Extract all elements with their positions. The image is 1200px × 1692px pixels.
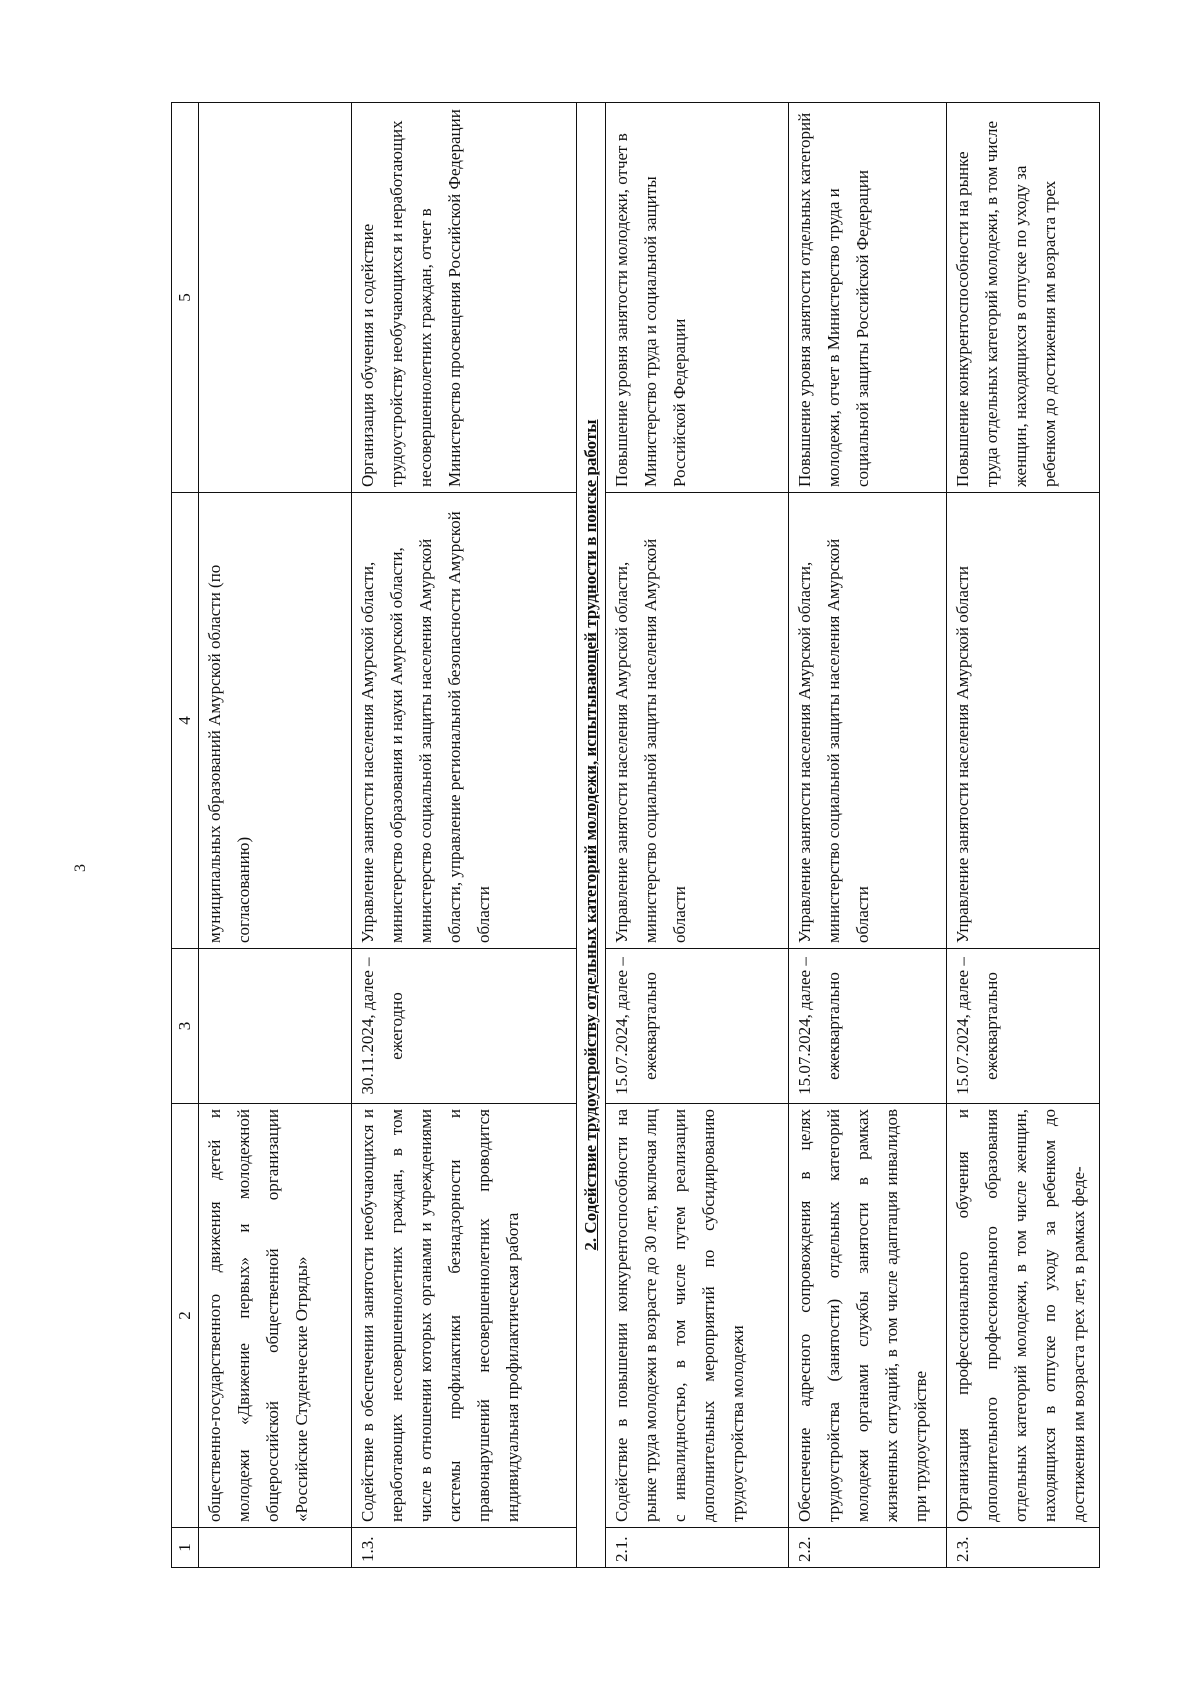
page-number: 3 xyxy=(72,864,89,872)
measure-cell: Обеспечение адресного сопровождения в целях трудоустройства (занятости) отдельных категорий молодежи органами службы занятости в рамках жизненных ситуаций, в том числе адаптация инвалидов при трудоустройстве xyxy=(789,1104,947,1528)
row-number: 2.2. xyxy=(789,1528,947,1568)
result-cell: Повышение уровня занятости молодежи, отчет в Министерство труда и социальной защиты Российской Федерации xyxy=(606,103,789,493)
row-number: 2.3. xyxy=(947,1528,1100,1568)
result-cell: Повышение конкурентоспособности на рынке труда отдельных категорий молодежи, в том числе женщин, находящихся в отпуске по уходу за ребенком до достижения им возраста трех xyxy=(947,103,1100,493)
column-header: 3 xyxy=(172,949,199,1104)
result-cell: Повышение уровня занятости отдельных категорий молодежи, отчет в Министерство труда и социальной защиты Российской Федерации xyxy=(789,103,947,493)
column-header: 2 xyxy=(172,1104,199,1528)
table-header-row xyxy=(172,103,199,1568)
section-heading-row xyxy=(577,103,606,1568)
table-row xyxy=(789,103,947,1568)
measure-cell: Содействие в обеспечении занятости необучающихся и неработающих несовершеннолетних граждан, в том числе в отношении которых органами и учреждениями системы профилактики безнадзорности и правонарушений несовершеннолетних проводится индивидуальная профилактическая работа xyxy=(352,1104,577,1528)
measure-cell: Организация профессионального обучения и дополнительного профессионального образования отдельных категорий молодежи, в том числе женщин, находящихся в отпуске по уходу за ребенком до достижения им возраста трех лет, в рамках феде- xyxy=(947,1104,1100,1528)
responsible-cell: Управление занятости населения Амурской области xyxy=(947,493,1100,949)
table-row xyxy=(352,103,577,1568)
deadline-cell: 30.11.2024, далее – ежегодно xyxy=(352,949,577,1104)
rotated-table-sheet xyxy=(171,103,1088,1568)
table-row xyxy=(199,103,352,1568)
action-plan-table xyxy=(171,102,1100,1568)
row-number xyxy=(199,1528,352,1568)
deadline-cell: 15.07.2024, далее – ежеквартально xyxy=(947,949,1100,1104)
table-row xyxy=(947,103,1100,1568)
responsible-cell: Управление занятости населения Амурской области, министерство социальной защиты населения Амурской области xyxy=(606,493,789,949)
responsible-cell: Управление занятости населения Амурской области, министерство социальной защиты населения Амурской области xyxy=(789,493,947,949)
section-heading: 2. Содействие трудоустройству отдельных категорий молодежи, испытывающей трудности в поиске работы xyxy=(577,103,606,1568)
row-number: 1.3. xyxy=(352,1528,577,1568)
result-cell: Организация обучения и содействие трудоустройству необучающихся и неработающих несовершеннолетних граждан, отчет в Министерство просвещения Российской Федерации xyxy=(352,103,577,493)
responsible-cell: Управление занятости населения Амурской области, министерство образования и науки Амурской области, министерство социальной защиты населения Амурской области, управление региональной безопасности Амурской области xyxy=(352,493,577,949)
deadline-cell: 15.07.2024, далее – ежеквартально xyxy=(606,949,789,1104)
measure-cell: общественно-государственного движения детей и молодежи «Движение первых» и молодежной общероссийской общественной организации «Российские Студенческие Отряды» xyxy=(199,1104,352,1528)
measure-cell: Содействие в повышении конкурентоспособности на рынке труда молодежи в возрасте до 30 лет, включая лиц с инвалидностью, в том числе путем реализации дополнительных мероприятий по субсидированию трудоустройства молодежи xyxy=(606,1104,789,1528)
row-number: 2.1. xyxy=(606,1528,789,1568)
column-header: 4 xyxy=(172,493,199,949)
result-cell xyxy=(199,103,352,493)
deadline-cell xyxy=(199,949,352,1104)
table-row xyxy=(606,103,789,1568)
column-header: 5 xyxy=(172,103,199,493)
responsible-cell: муниципальных образований Амурской области (по согласованию) xyxy=(199,493,352,949)
deadline-cell: 15.07.2024, далее – ежеквартально xyxy=(789,949,947,1104)
column-header: 1 xyxy=(172,1528,199,1568)
